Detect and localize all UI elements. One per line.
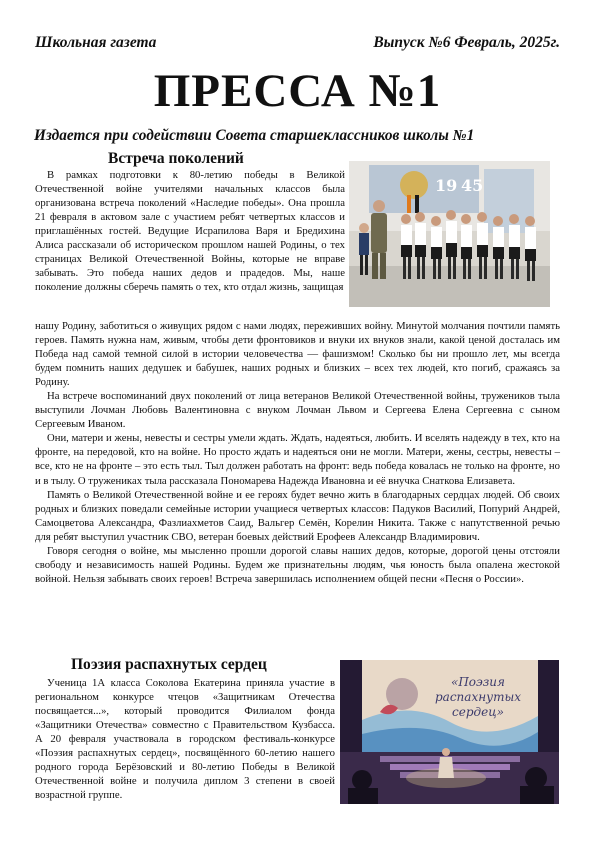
article-paragraph: Ученица 1А класса Соколова Екатерина приняла участие в региональном конкурсе чтецов «Защитникам Отечества посвящается...», который проводится Филиалом фонда «Защитники Отечества» совместно с Правительством Кузбасса. А 20 февраля участвовала в городском фестиваль-конкурсе «Поэзия распахнутых сердец», посвящённого 60-летию нашего родного города Берёзовский и 80-летию Победы в Великой Отечественной войне и получила диплом 3 степени в своей возрастной группе. — [35, 677, 335, 802]
photo-image — [340, 660, 559, 804]
screen-title-line-3: сердец» — [452, 705, 504, 719]
article-paragraph: Они, матери и жены, невесты и сестры умели ждать. Ждать, надеяться, любить. И вселять надежду в тех, кто на фронте, на передовой, кто на войне. Но просто ждать и надеяться они не могли. Матери, жены, сестры, невесты – все, кто не на фронте – это есть тыл. Тыл должен работать на фронт: ведь победа ковалась не только на фронте, но и в тылу. О тружениках тыла рассказала Пономарева Надежда Ивановна и её внучка Снаткова Елизавета. — [35, 432, 560, 487]
article-paragraph: В рамках подготовки к 80-летию победы в Великой Отечественной войне учителями начальных классов была организована встреча поколений «Наследие победы». Она прошла 21 февраля в актовом зале с участием ребят четвертых классов и приглашённых гостей. Ведущие Исрапилова Варя и Бредихина Алиса рассказали об историческом прошлом нашей Родины, о тех страницах Великой Отечественной Войны, которые не вправе забывать. Это победа наших дедов и прадедов. Мы, наше поколение должны сберечь память о тех, кто отдал жизнь, защищая — [35, 169, 345, 294]
article-paragraph: Память о Великой Отечественной войне и ее героях будет вечно жить в благодарных сердцах людей. Об своих родных и близких поведали семейные истории учащиеся четвертых классов: Падуков Василий, Попурий Андрей, Самоцветова Александра, Фазлиахметов Саид, Вальгер Семён, Корелин Никита. Также с напутственной речью для ребят выступил участник СВО, ветеран боевых действий Ерофеев Александр Владимирович. — [35, 488, 560, 543]
photo-image — [349, 161, 550, 307]
article-poetry-text — [35, 676, 335, 802]
photo-number-45: 45 — [461, 176, 484, 195]
article-intro-text — [35, 168, 345, 294]
article-paragraph: нашу Родину, заботиться о живущих рядом с нами людях, переживших войну. Минутой молчания почтили память героев. Память нужна нам, живым, чтобы дети фронтовиков и внуки их внуков знали, какой ценой досталась им Победа над самой темной силой в истории человечества — фашизмом! Сколько бы ни прошло лет, мы всегда будем помнить наших дедушек и бабушек, наших родных и близких – всех тех людей, кто погиб, сражаясь за Родину. — [35, 320, 560, 389]
screen-title-line-1: «Поэзия — [451, 675, 505, 689]
screen-title-line-2: распахнутых — [435, 690, 521, 704]
article-paragraph: На встрече воспоминаний двух поколений от лица ветеранов Великой Отечественной войны, тружеников тыла выступили Лочман Любовь Валентиновна с внуком Лочман Львом и Сергеева Елена Сергеевна с сыном Сергеевым Иваном. — [35, 390, 560, 431]
publisher-line: Издается при содействии Совета старшеклассников школы №1 — [34, 127, 475, 144]
article-body-text — [35, 319, 560, 586]
photo-poetry-contest — [340, 660, 559, 804]
newspaper-title: ПРЕССА №1 — [153, 65, 442, 117]
issue-info: Выпуск №6 Февраль, 2025г. — [373, 34, 560, 51]
masthead — [35, 34, 560, 54]
photo-number-1919: 19 — [435, 176, 458, 195]
article-heading-generations: Встреча поколений — [108, 150, 244, 167]
article-heading-poetry: Поэзия распахнутых сердец — [71, 656, 267, 673]
newspaper-name: Школьная газета — [35, 34, 157, 51]
photo-generations-meeting — [349, 161, 550, 307]
article-paragraph: Говоря сегодня о войне, мы мысленно прошли дорогой славы наших дедов, которые, дорогой цены отстояли свободу и независимость нашей Родины. Будем же признательны людям, чья юность была опалена жестокой войной. Нельзя забывать своих героев! Встреча завершилась исполнением общей песни «Песня о России». — [35, 544, 560, 585]
